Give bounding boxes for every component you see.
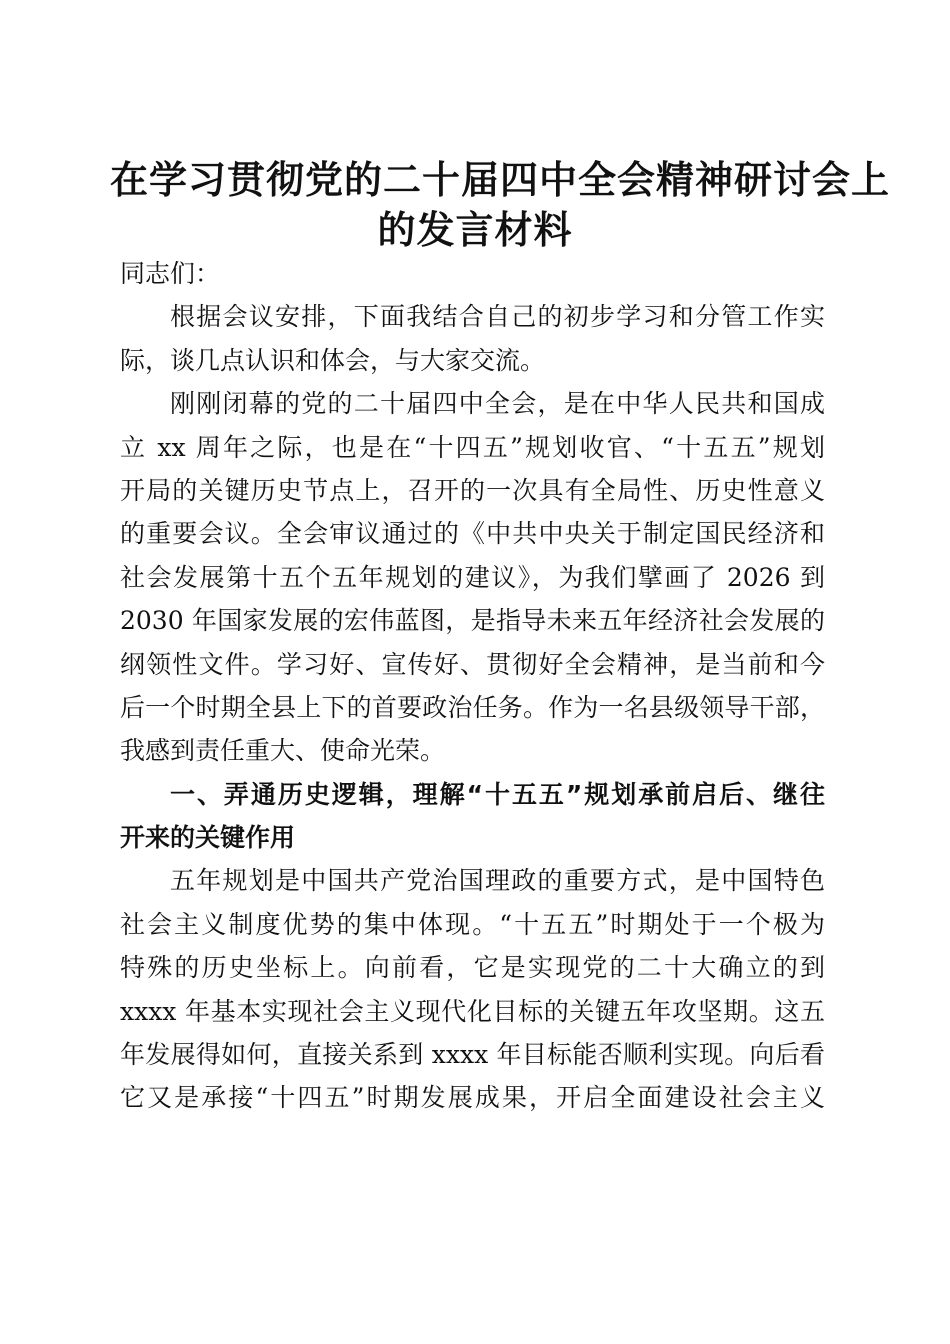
- document-body: [120, 252, 825, 1120]
- paragraph-3-line: 五年规划是中国共产党治国理政的重要方式，是中国特色: [170, 866, 825, 896]
- paragraph-2-line: 刚刚闭幕的党的二十届四中全会，是在中华人民共和国成: [170, 389, 825, 419]
- paragraph-2-line: 的重要会议。全会审议通过的《中共中央关于制定国民经济和: [120, 519, 825, 549]
- paragraph-2-line: 后一个时期全县上下的首要政治任务。作为一名县级领导干部，: [120, 692, 825, 722]
- paragraph-2-line: 纲领性文件。学习好、宣传好、贯彻好全会精神，是当前和今: [120, 649, 825, 679]
- section-heading-line: 开来的关键作用: [120, 823, 296, 853]
- title-line-1: 在学习贯彻党的二十届四中全会精神研讨会上: [110, 157, 891, 203]
- document-title: [110, 155, 891, 255]
- paragraph-2-line: 开局的关键历史节点上，召开的一次具有全局性、历史性意义: [120, 475, 825, 505]
- paragraph-2-line: 我感到责任重大、使命光荣。: [120, 736, 446, 766]
- paragraph-3-line: xxxx 年基本实现社会主义现代化目标的关键五年攻坚期。这五: [120, 996, 825, 1026]
- paragraph-2-line: 立 xx 周年之际，也是在“十四五”规划收官、“十五五”规划: [120, 432, 825, 462]
- section-heading-line: 一、弄通历史逻辑，理解“十五五”规划承前启后、继往: [170, 779, 825, 809]
- title-line-2: 的发言材料: [377, 207, 573, 253]
- paragraph-1-line: 际，谈几点认识和体会，与大家交流。: [120, 345, 546, 375]
- salutation: 同志们：: [120, 259, 221, 288]
- paragraph-3-line: 社会主义制度优势的集中体现。“十五五”时期处于一个极为: [120, 909, 825, 939]
- paragraph-1-line: 根据会议安排，下面我结合自己的初步学习和分管工作实: [170, 302, 825, 332]
- paragraph-3-line: 它又是承接“十四五”时期发展成果，开启全面建设社会主义: [120, 1083, 825, 1113]
- paragraph-2-line: 社会发展第十五个五年规划的建议》，为我们擘画了 2026 到: [120, 562, 825, 592]
- paragraph-3-line: 年发展得如何，直接关系到 xxxx 年目标能否顺利实现。向后看: [120, 1040, 825, 1070]
- paragraph-2-line: 2030 年国家发展的宏伟蓝图，是指导未来五年经济社会发展的: [120, 606, 825, 636]
- paragraph-3-line: 特殊的历史坐标上。向前看，它是实现党的二十大确立的到: [120, 953, 825, 983]
